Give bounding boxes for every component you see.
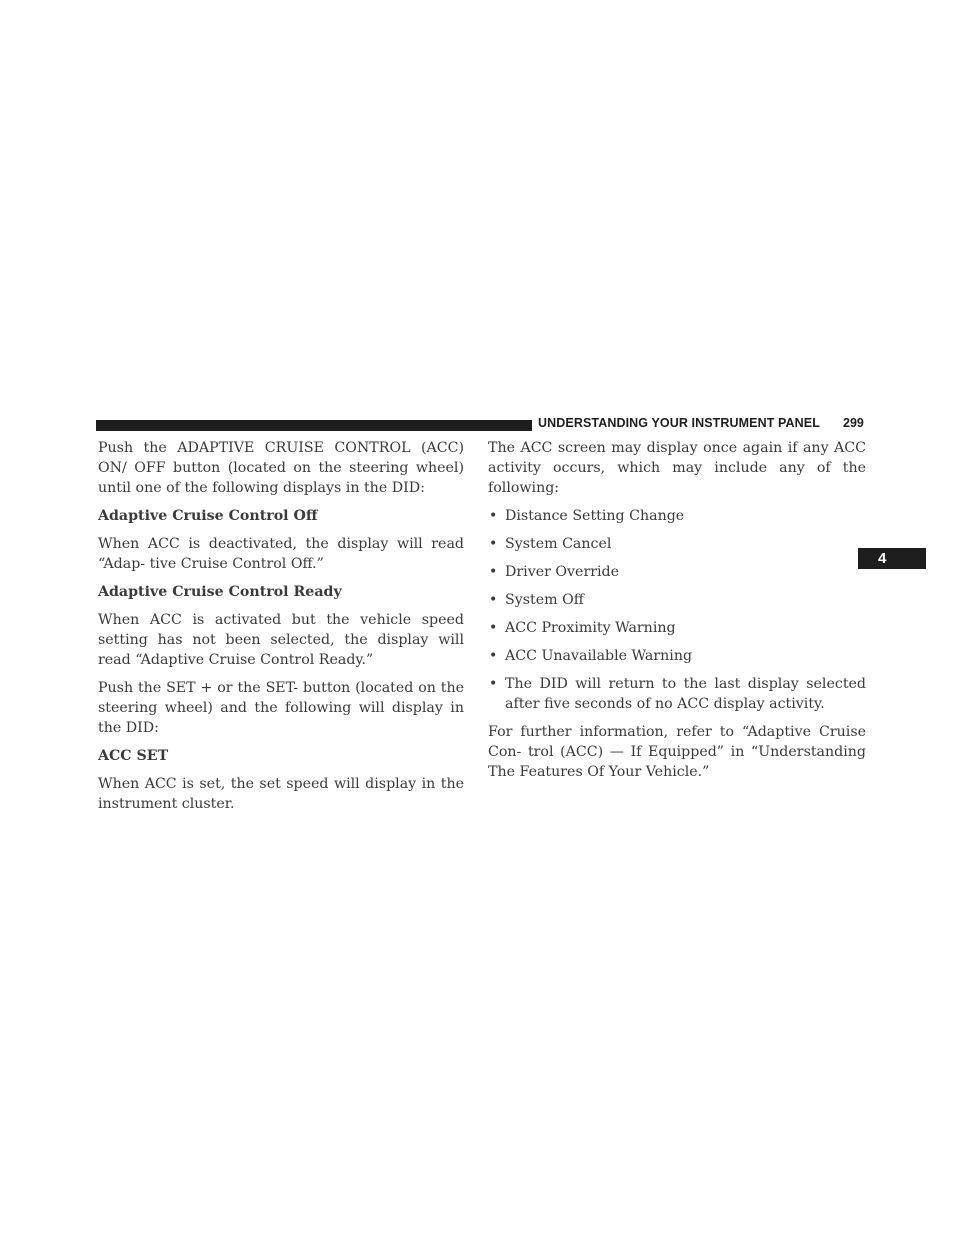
bullet-glyph: •	[489, 648, 498, 664]
list-item	[488, 646, 866, 666]
heading-acc-ready: Adaptive Cruise Control Ready	[98, 584, 342, 600]
list-item-text: Driver Override	[505, 564, 620, 580]
page-header-title: UNDERSTANDING YOUR INSTRUMENT PANEL	[538, 416, 820, 430]
heading-acc-set: ACC SET	[98, 748, 169, 764]
acc-off-paragraph: When ACC is deactivated, the display will read “Adap- tive Cruise Control Off.”	[98, 536, 464, 572]
bullet-glyph: •	[489, 676, 498, 692]
list-item	[488, 674, 866, 714]
bullet-glyph: •	[489, 620, 498, 636]
list-item	[488, 506, 866, 526]
right-column	[488, 438, 866, 790]
list-item-text: ACC Proximity Warning	[505, 620, 676, 636]
bullet-glyph: •	[489, 592, 498, 608]
list-item-text: Distance Setting Change	[505, 508, 685, 524]
further-info-paragraph: For further information, refer to “Adaptive Cruise Con- trol (ACC) — If Equipped” in “Understanding The Features Of Your Vehicle.”	[488, 724, 866, 780]
chapter-tab	[858, 548, 926, 569]
intro-paragraph: Push the ADAPTIVE CRUISE CONTROL (ACC) ON/ OFF button (located on the steering wheel) until one of the following displays in the DID:	[98, 440, 464, 496]
acc-activity-list	[488, 506, 866, 714]
header-rule	[96, 420, 532, 431]
list-item-text: The DID will return to the last display selected after five seconds of no ACC display activity.	[505, 676, 866, 712]
list-item	[488, 534, 866, 554]
acc-screen-paragraph: The ACC screen may display once again if any ACC activity occurs, which may include any of the following:	[488, 440, 866, 496]
chapter-number: 4	[878, 550, 887, 567]
left-column	[98, 438, 464, 822]
heading-acc-off: Adaptive Cruise Control Off	[98, 508, 318, 524]
list-item	[488, 562, 866, 582]
page-number: 299	[843, 416, 864, 430]
list-item	[488, 618, 866, 638]
set-button-paragraph: Push the SET + or the SET- button (located on the steering wheel) and the following will display in the DID:	[98, 680, 464, 736]
acc-set-paragraph: When ACC is set, the set speed will display in the instrument cluster.	[98, 776, 464, 812]
list-item-text: System Cancel	[505, 536, 612, 552]
list-item-text: ACC Unavailable Warning	[505, 648, 693, 664]
list-item-text: System Off	[505, 592, 584, 608]
acc-ready-paragraph: When ACC is activated but the vehicle speed setting has not been selected, the display will read “Adaptive Cruise Control Ready.”	[98, 612, 464, 668]
bullet-glyph: •	[489, 508, 498, 524]
list-item	[488, 590, 866, 610]
bullet-glyph: •	[489, 536, 498, 552]
bullet-glyph: •	[489, 564, 498, 580]
